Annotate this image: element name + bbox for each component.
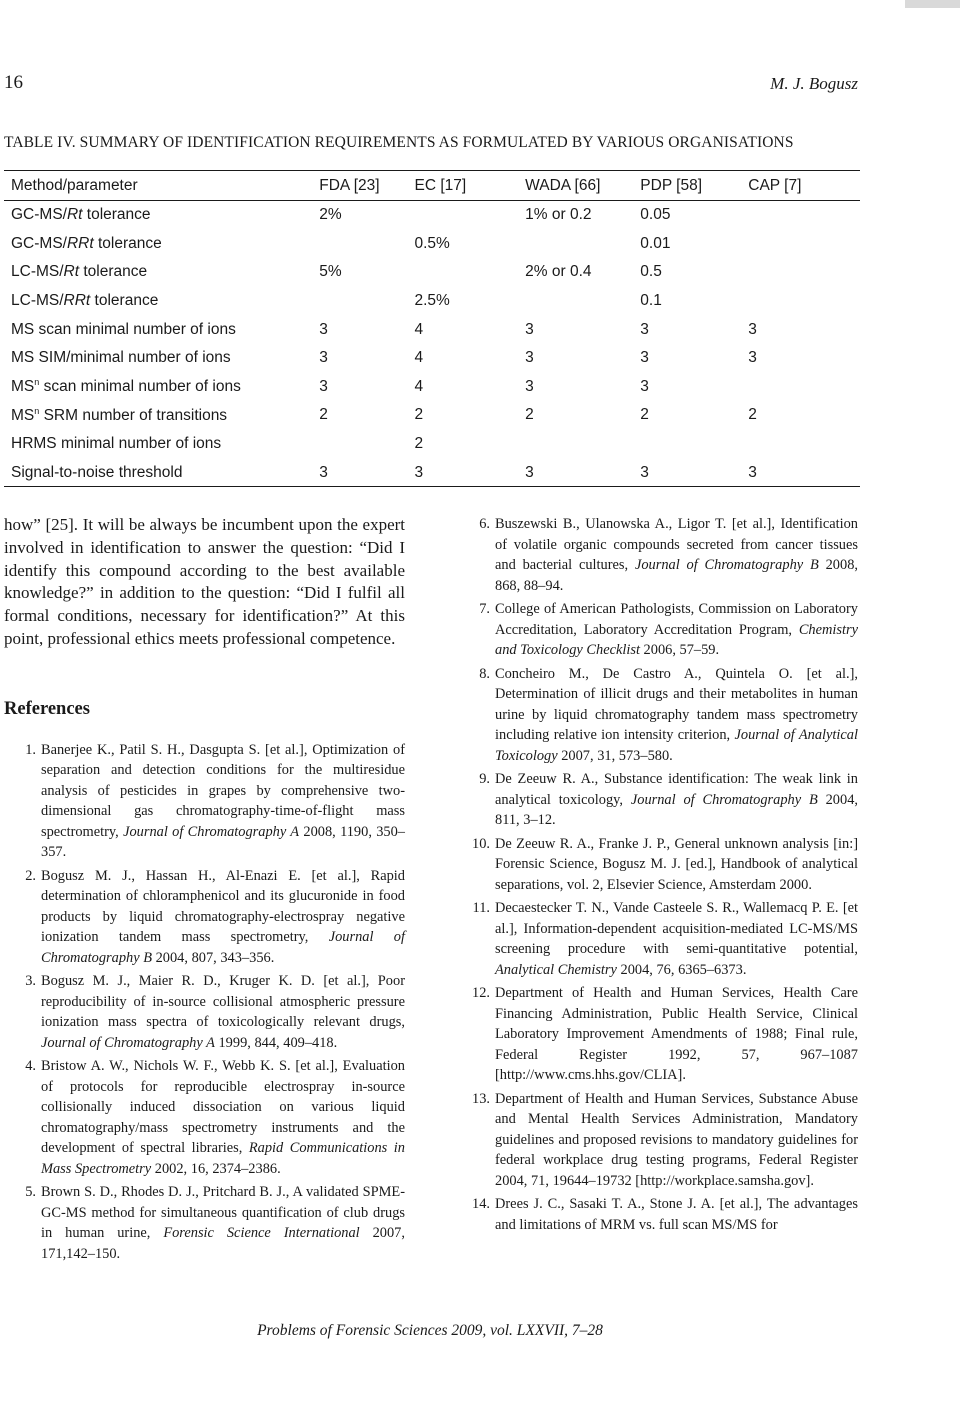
reference-details: 2006, 57–59. (639, 642, 720, 658)
table-row (4, 373, 860, 402)
value-cell: 4 (414, 320, 424, 338)
reference-item (4, 1056, 405, 1179)
reference-list-left (4, 740, 405, 1265)
reference-journal: Journal of Chromatography B (41, 929, 405, 966)
reference-text: Banerjee K., Patil S. H., Dasgupta S. [et al.], Optimization of separation and detection conditions for the multiresidue analysis of pesticides in grapes by comprehensive two-dimensional gas chromatography-time-of-flight mass spectrometry, (41, 741, 405, 840)
column-header: CAP [7] (748, 177, 802, 194)
reference-item (4, 1182, 405, 1264)
column-header: EC [17] (414, 177, 467, 194)
value-cell: 3 (525, 320, 534, 338)
reference-text: Decaestecker T. N., Vande Casteele S. R., Wallemacq P. E. [et al.], Information-dependent acquisition-mediated LC-MS/MS screening procedure with semi-quantitative potential, (495, 900, 858, 957)
parameter-text: MS (11, 378, 35, 396)
column-header: Method/parameter (11, 177, 138, 194)
value-cell: 0.5 (640, 263, 662, 281)
value-cell: 2% or 0.4 (525, 263, 592, 281)
value-cell: 3 (414, 463, 424, 481)
value-cell: 2.5% (414, 292, 450, 310)
value-cell (319, 230, 414, 259)
table-row (4, 230, 860, 259)
parameter-text: MS (11, 406, 35, 424)
value-cell: 2 (640, 406, 649, 424)
value-cell (525, 287, 640, 316)
reference-journal: Forensic Science International (163, 1225, 360, 1242)
parameter-cell (4, 458, 319, 487)
value-cell: 3 (640, 320, 649, 338)
parameter-cell (4, 201, 319, 230)
value-cell: 0.01 (640, 234, 671, 252)
reference-number: 7. (479, 601, 490, 617)
reference-number: 14. (472, 1196, 490, 1212)
reference-text: Bristow A. W., Nichols W. F., Webb K. S. [et al.], Evaluation of protocols for reproducible electrospray in-source collisionally induced dissociation on various liquid chromatography/mass spectrometry instruments and the development of spectral libraries, (41, 1058, 405, 1157)
value-cell (748, 373, 860, 402)
reference-journal: Journal of Analytical Toxicology (495, 727, 858, 764)
reference-number: 3. (25, 973, 36, 990)
reference-number: 10. (472, 835, 490, 852)
reference-item (466, 898, 858, 980)
value-cell: 4 (414, 349, 424, 367)
reference-text: Bogusz M. J., Maier R. D., Kruger K. D. [et al.], Poor reproducibility of in-source collisional atmospheric pressure ionization mass spectra of toxicologically relevant drugs, (41, 973, 405, 1031)
value-cell: 5% (319, 263, 342, 281)
reference-item (4, 971, 405, 1053)
left-column (4, 514, 405, 1267)
value-cell: 2 (525, 406, 534, 424)
parameter-cell (4, 287, 319, 316)
reference-details: 2008, 1190, 350–357. (41, 823, 405, 861)
reference-journal: Journal of Chromatography A (123, 823, 300, 840)
reference-text: Bogusz M. J., Hassan H., Al-Enazi E. [et al.], Rapid determination of chloramphenicol and its glucuronide in food products by liquid chromatography-electrospray negative ionization tandem mass spectrometry, (41, 867, 405, 946)
reference-text: Buszewski B., Ulanowska A., Ligor T. [et al.], Identification of volatile organic compounds secreted from cancer tissues and bacterial cultures, (495, 516, 858, 573)
table-row (4, 458, 860, 487)
reference-journal: Analytical Chemistry (495, 961, 617, 978)
reference-number: 8. (479, 665, 490, 682)
parameter-suffix: tolerance (90, 292, 159, 310)
value-cell: 3 (525, 377, 534, 395)
reference-item (466, 769, 858, 831)
value-cell: 2 (319, 406, 328, 424)
reference-item (466, 1194, 858, 1235)
parameter-text: MS SIM/minimal number of ions (11, 349, 231, 367)
value-cell: 2 (414, 435, 424, 453)
reference-text: De Zeeuw R. A., Franke J. P., General unknown analysis [in:] Forensic Science, Bogusz M. J. [ed.], Handbook of analytical separations, vol. 2, Elsevier Science, Amsterdam 2000. (495, 835, 858, 893)
reference-details: 2004, 76, 6365–6373. (616, 961, 747, 978)
reference-text: Drees J. C., Sasaki T. A., Stone J. A. [et al.], The advantages and limitations of MRM vs. full scan MS/MS for (495, 1196, 858, 1233)
table-bottom-rule (4, 486, 860, 487)
reference-details: 1999, 844, 409–418. (214, 1034, 338, 1051)
value-cell: 3 (319, 463, 328, 481)
reference-text: College of American Pathologists, Commission on Laboratory Accreditation, Laboratory Accreditation Program, (495, 601, 858, 638)
reference-item (4, 866, 405, 969)
value-cell: 4 (414, 377, 424, 395)
parameter-text: HRMS minimal number of ions (11, 435, 222, 453)
reference-number: 13. (472, 1090, 490, 1107)
reference-number: 1. (25, 741, 36, 758)
parameter-suffix: scan minimal number of ions (39, 378, 241, 396)
parameter-text: LC-MS/ (11, 292, 64, 310)
reference-details: 2004, 811, 3–12. (495, 791, 858, 828)
value-cell (748, 258, 860, 287)
reference-details: 2004, 807, 343–356. (152, 949, 275, 966)
value-cell (319, 287, 414, 316)
column-header: WADA [66] (525, 177, 601, 194)
reference-journal: Chemistry and Toxicology Checklist (495, 621, 858, 658)
value-cell (525, 430, 640, 459)
value-cell: 3 (640, 377, 649, 395)
reference-list-right (466, 514, 858, 1235)
parameter-italic: Rt (66, 206, 83, 224)
value-cell (748, 230, 860, 259)
reference-item (466, 664, 858, 767)
table-row (4, 315, 860, 344)
parameter-cell (4, 430, 319, 459)
value-cell: 2 (414, 406, 424, 424)
reference-number: 5. (25, 1184, 36, 1201)
reference-item (466, 834, 858, 896)
parameter-cell (4, 315, 319, 344)
table-row (4, 287, 860, 316)
reference-journal: Journal of Chromatography B (630, 791, 818, 808)
reference-item (466, 514, 858, 596)
reference-journal: Journal of Chromatography B (634, 557, 819, 573)
reference-text: Brown S. D., Rhodes D. J., Pritchard B. J., A validated SPME-GC-MS method for simultaneous quantification of club drugs in human urine, (41, 1184, 405, 1242)
reference-number: 2. (25, 867, 36, 884)
reference-text: Concheiro M., De Castro A., Quintela O. [et al.], Determination of illicit drugs and their metabolites in human urine by liquid chromatography tandem mass spectrometry including relative ion intensity criterion, (495, 665, 858, 743)
value-cell: 3 (748, 320, 757, 338)
parameter-suffix: tolerance (93, 234, 162, 252)
summary-table (4, 171, 860, 487)
column-header: PDP [58] (640, 177, 703, 194)
parameter-italic: RRt (63, 292, 91, 310)
value-cell: 2% (319, 206, 342, 224)
reference-item (466, 983, 858, 1086)
parameter-suffix: tolerance (79, 263, 148, 281)
value-cell: 2 (748, 406, 757, 424)
value-cell (319, 430, 414, 459)
value-cell: 3 (319, 320, 328, 338)
reference-number: 4. (25, 1058, 36, 1075)
value-cell (748, 430, 860, 459)
parameter-italic: RRt (66, 234, 94, 252)
reference-item (466, 599, 858, 661)
value-cell: 3 (525, 349, 534, 367)
value-cell (748, 201, 860, 230)
table-row (4, 344, 860, 373)
reference-number: 11. (472, 900, 490, 916)
body-paragraph: how” [25]. It will be always be incumbent upon the expert involved in identification to answer the question: “Did I identify this compound according to the best available knowledge?” in addition to the question: “Did I fulfil all formal conditions, necessary for identification?” At this point, professional ethics meets professional competence. (4, 515, 405, 648)
value-cell: 0.5% (414, 234, 450, 252)
parameter-cell (4, 258, 319, 287)
table-header-rule (4, 200, 860, 201)
reference-details: 2002, 16, 2374–2386. (151, 1160, 281, 1177)
reference-number: 6. (479, 516, 490, 532)
reference-details: 2007, 31, 573–580. (557, 747, 673, 764)
value-cell: 3 (748, 349, 757, 367)
journal-footer: Problems of Forensic Sciences 2009, vol. LXXVII, 7–28 (257, 1322, 603, 1339)
reference-number: 12. (472, 985, 490, 1001)
value-cell (748, 287, 860, 316)
reference-journal: Rapid Communications in Mass Spectrometry (41, 1140, 405, 1177)
parameter-text: LC-MS/ (11, 263, 64, 281)
value-cell (525, 230, 640, 259)
parameter-cell (4, 344, 319, 373)
superscript: n (34, 377, 40, 388)
table-header-row (4, 171, 860, 201)
corner-mark (905, 0, 960, 8)
table-row (4, 201, 860, 230)
value-cell: 3 (748, 463, 757, 481)
table-row (4, 258, 860, 287)
superscript: n (34, 405, 40, 416)
value-cell: 3 (319, 377, 328, 395)
value-cell (414, 201, 525, 230)
page-number: 16 (4, 72, 23, 93)
reference-details: 2007, 171,142–150. (41, 1225, 405, 1262)
running-head: M. J. Bogusz (770, 74, 858, 93)
value-cell: 0.05 (640, 206, 671, 224)
reference-text: Department of Health and Human Services, Health Care Financing Administration, Public Health Service, Clinical Laboratory Improvement Amendments of 1988; Final rule, Federal Register 1992, 57, 967–1087 [http://www.cms.hhs.gov/CLIA]. (495, 985, 858, 1083)
parameter-text: GC-MS/ (11, 206, 67, 224)
table-body (4, 201, 860, 487)
parameter-italic: Rt (63, 263, 80, 281)
parameter-text: MS scan minimal number of ions (11, 320, 236, 338)
reference-text: De Zeeuw R. A., Substance identification: The weak link in analytical toxicology, (495, 771, 858, 808)
parameter-cell (4, 373, 319, 402)
parameter-cell (4, 401, 319, 430)
value-cell: 0.1 (640, 292, 662, 310)
table-row (4, 401, 860, 430)
value-cell: 3 (525, 463, 534, 481)
parameter-text: GC-MS/ (11, 234, 67, 252)
reference-journal: Journal of Chromatography A (41, 1034, 215, 1051)
table-row (4, 430, 860, 459)
reference-details: 2008, 868, 88–94. (495, 557, 858, 594)
value-cell: 1% or 0.2 (525, 206, 592, 224)
reference-item (4, 740, 405, 863)
table-caption: TABLE IV. SUMMARY OF IDENTIFICATION REQUIREMENTS AS FORMULATED BY VARIOUS ORGANISATIONS (4, 134, 794, 151)
reference-text: Department of Health and Human Services, Substance Abuse and Mental Health Services Administration, Mandatory guidelines and proposed revisions to mandatory guidelines for federal workplace drug testing programs, Federal Register 2004, 71, 19644–19732 [http://workplace.samsha.gov]. (495, 1090, 858, 1189)
parameter-text: Signal-to-noise threshold (11, 463, 183, 481)
references-heading: References (4, 698, 90, 719)
parameter-cell (4, 230, 319, 259)
value-cell: 3 (319, 349, 328, 367)
value-cell: 3 (640, 463, 649, 481)
column-header: FDA [23] (319, 177, 380, 194)
right-column (466, 514, 858, 1238)
parameter-suffix: SRM number of transitions (39, 406, 228, 424)
parameter-suffix: tolerance (82, 206, 151, 224)
reference-number: 9. (479, 771, 490, 787)
value-cell: 3 (640, 349, 649, 367)
reference-item (466, 1089, 858, 1192)
value-cell (414, 258, 525, 287)
value-cell (640, 430, 748, 459)
